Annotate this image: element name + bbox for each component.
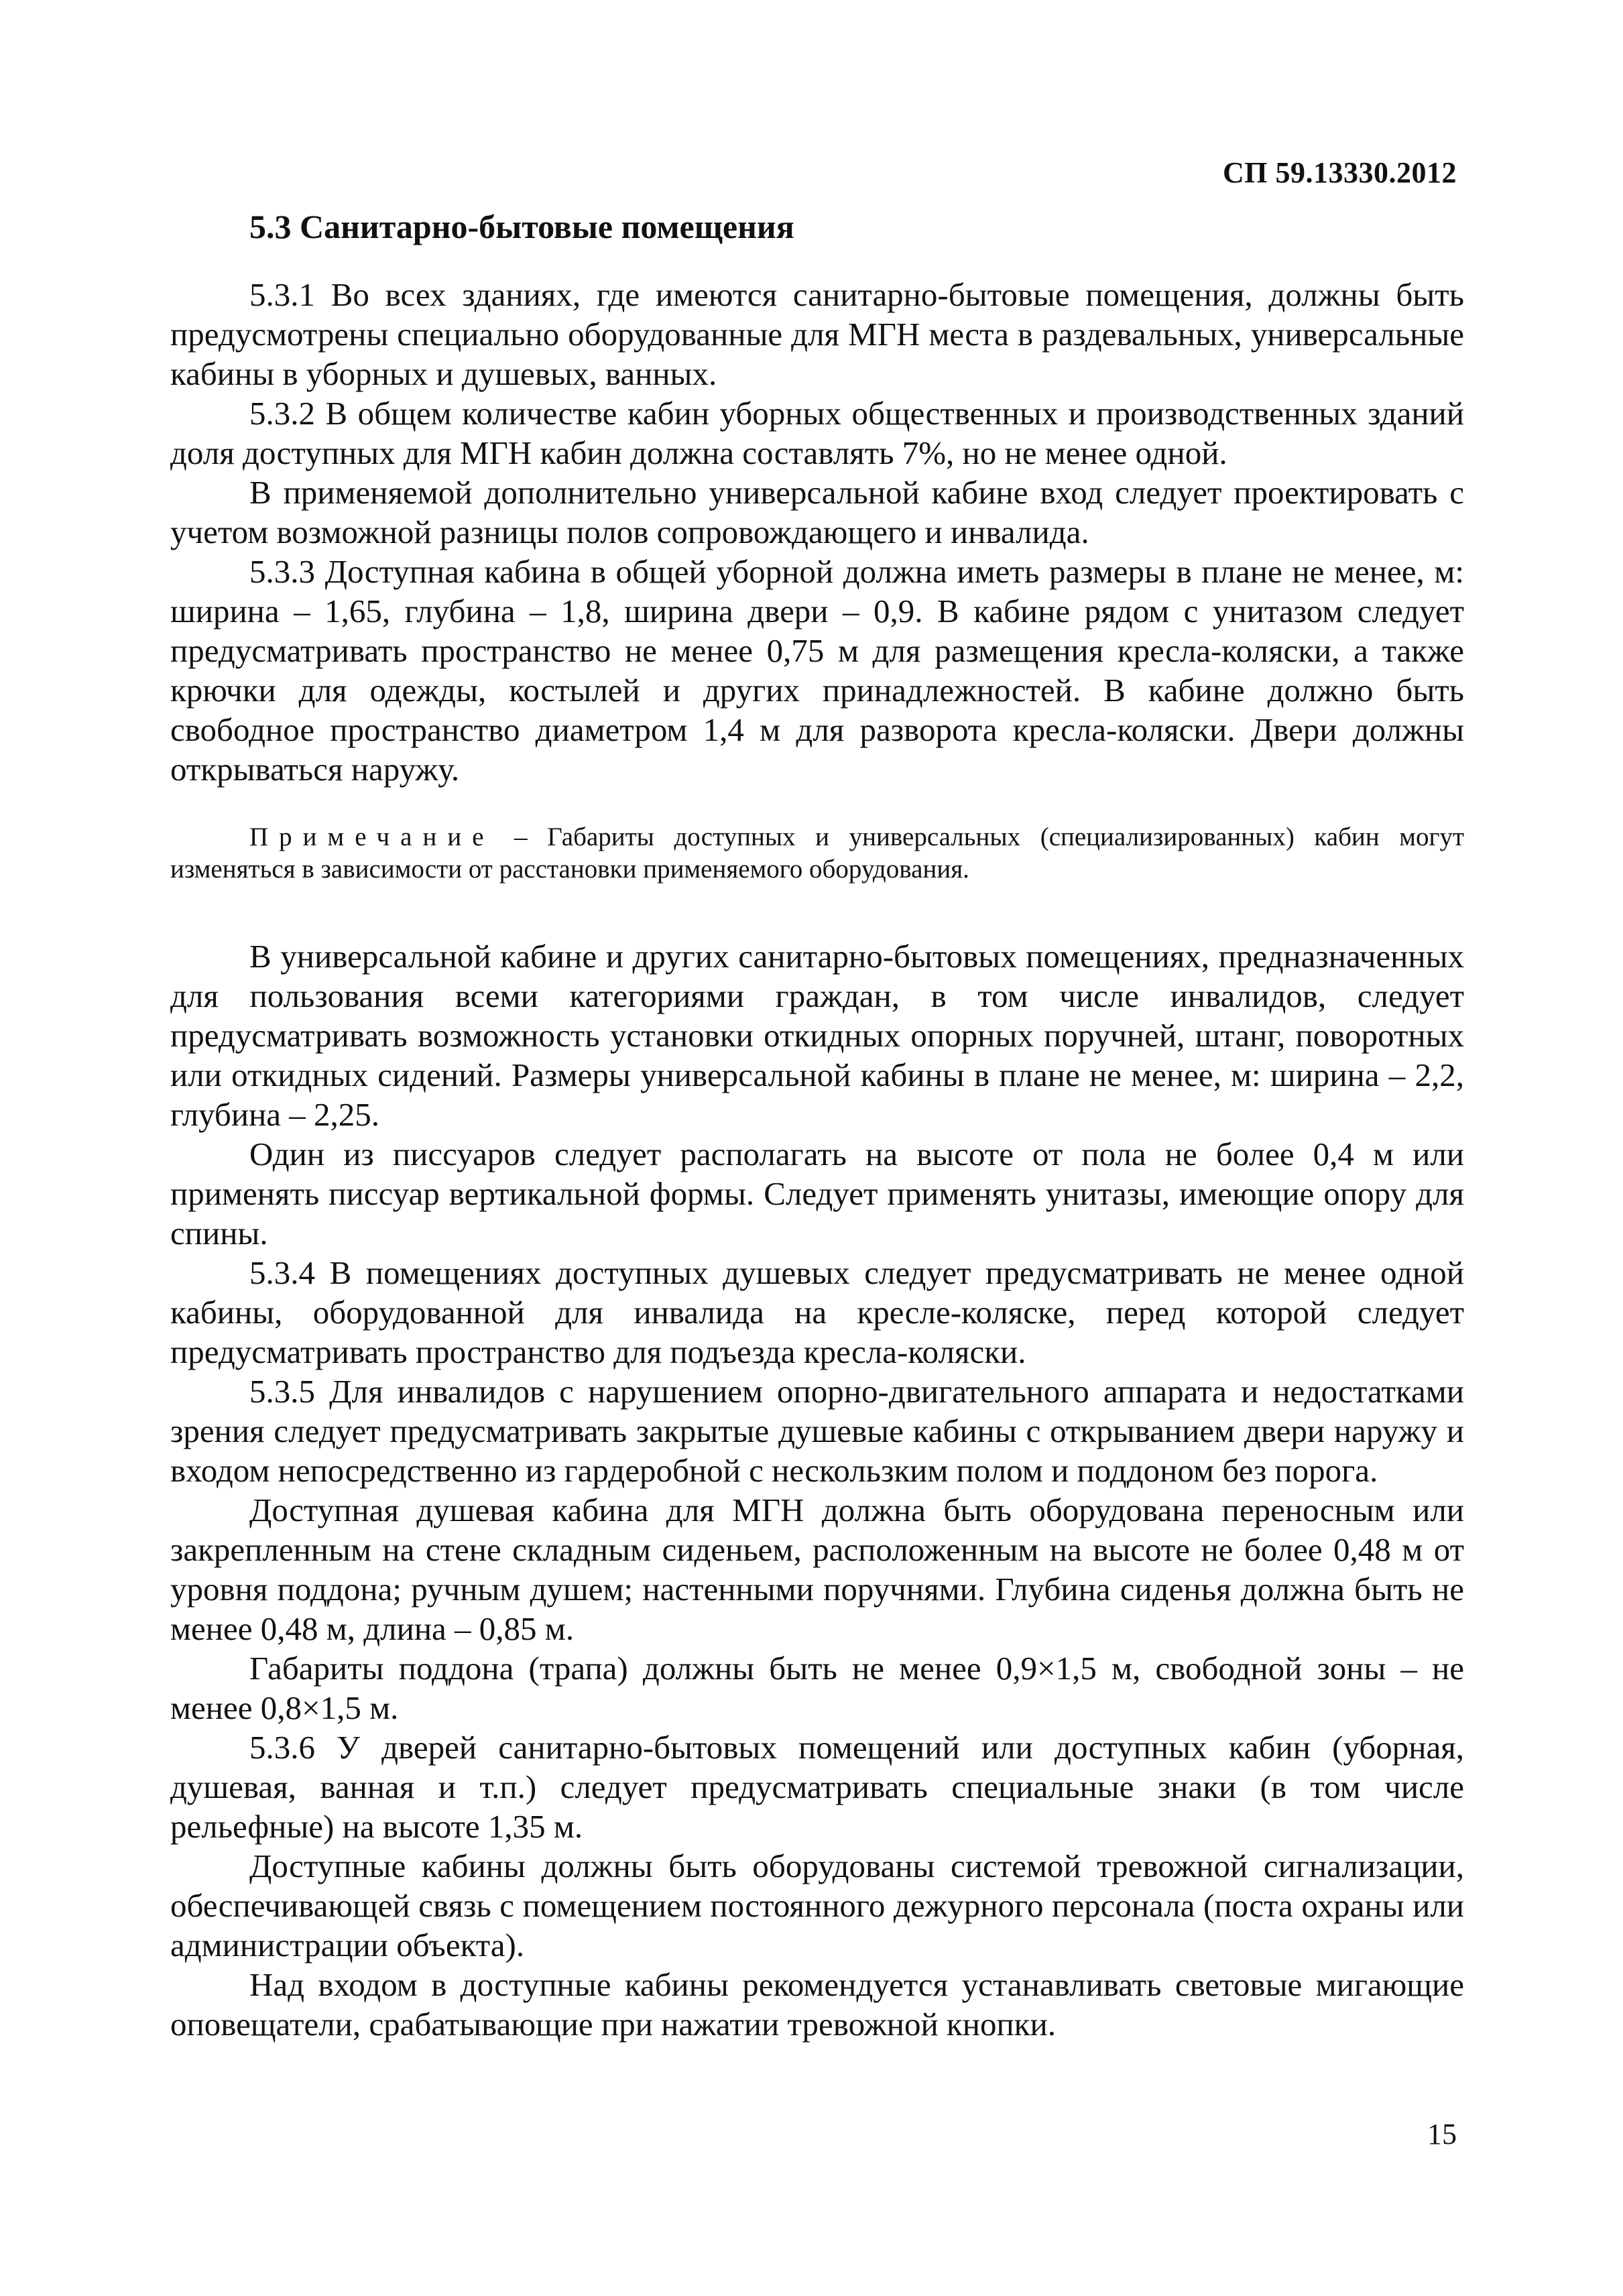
paragraph-5-3-4: 5.3.4 В помещениях доступных душевых следует предусматривать не менее одной кабины, оборудованной для инвалида на кресле-коляске, перед которой следует предусматривать пространство для подъезда кресла-коляски. xyxy=(170,1254,1464,1370)
paragraph-5-3-2: 5.3.2 В общем количестве кабин уборных общественных и производственных зданий доля доступных для МГН кабин должна составлять 7%, но не менее одной. xyxy=(170,395,1464,471)
page-number: 15 xyxy=(1427,2118,1457,2151)
note xyxy=(170,821,1464,886)
note-text: – Габариты доступных и универсальных (специализированных) кабин могут изменяться в зависимости от расстановки применяемого оборудования. xyxy=(170,823,1464,884)
paragraph-alarm: Доступные кабины должны быть оборудованы системой тревожной сигнализации, обеспечивающей связь с помещением постоянного дежурного персонала (поста охраны или администрации объекта). xyxy=(170,1848,1464,1963)
note-label: Примечание xyxy=(249,823,495,851)
paragraph-5-3-5: 5.3.5 Для инвалидов с нарушением опорно-двигательного аппарата и недостатками зрения следует предусматривать закрытые душевые кабины с открыванием двери наружу и входом непосредственно из гардеробной с нескользким полом и поддоном без порога. xyxy=(170,1373,1464,1489)
main-content xyxy=(170,205,1464,2044)
paragraph-5-3-3: 5.3.3 Доступная кабина в общей уборной должна иметь размеры в плане не менее, м: ширина – 1,65, глубина – 1,8, ширина двери – 0,9. В кабине рядом с унитазом следует предусматривать пространство не менее 0,75 м для размещения кресла-коляски, а также крючки для одежды, костылей и других принадлежностей. В кабине должно быть свободное пространство диаметром 1,4 м для разворота кресла-коляски. Двери должны открываться наружу. xyxy=(170,553,1464,788)
paragraph-light-signals: Над входом в доступные кабины рекомендуется устанавливать световые мигающие оповещатели, срабатывающие при нажатии тревожной кнопки. xyxy=(170,1966,1464,2043)
document-code: СП 59.13330.2012 xyxy=(1223,156,1457,189)
paragraph-urinals: Один из писсуаров следует располагать на высоте от пола не более 0,4 м или применять писсуар вертикальной формы. Следует применять унитазы, имеющие опору для спины. xyxy=(170,1136,1464,1252)
section-title: 5.3 Санитарно-бытовые помещения xyxy=(249,208,794,245)
paragraph-tray-size: Габариты поддона (трапа) должны быть не менее 0,9×1,5 м, свободной зоны – не менее 0,8×1,5 м. xyxy=(170,1650,1464,1726)
paragraph-5-3-1: 5.3.1 Во всех зданиях, где имеются санитарно-бытовые помещения, должны быть предусмотрены специально оборудованные для МГН места в раздевальных, универсальные кабины в уборных и душевых, ванных. xyxy=(170,276,1464,392)
paragraph-shower-seat: Доступная душевая кабина для МГН должна быть оборудована переносным или закрепленным на стене складным сиденьем, расположенным на высоте не более 0,48 м от уровня поддона; ручным душем; настенными поручнями. Глубина сиденья должна быть не менее 0,48 м, длина – 0,85 м. xyxy=(170,1492,1464,1647)
paragraph-5-3-6: 5.3.6 У дверей санитарно-бытовых помещений или доступных кабин (уборная, душевая, ванная и т.п.) следует предусматривать специальные знаки (в том числе рельефные) на высоте 1,35 м. xyxy=(170,1729,1464,1845)
paragraph-universal-cabin: В универсальной кабине и других санитарно-бытовых помещениях, предназначенных для пользования всеми категориями граждан, в том числе инвалидов, следует предусматривать возможность установки откидных опорных поручней, штанг, поворотных или откидных сидений. Размеры универсальной кабины в плане не менее, м: ширина – 2,2, глубина – 2,25. xyxy=(170,938,1464,1133)
paragraph-universal-entrance: В применяемой дополнительно универсальной кабине вход следует проектировать с учетом возможной разницы полов сопровождающего и инвалида. xyxy=(170,474,1464,550)
